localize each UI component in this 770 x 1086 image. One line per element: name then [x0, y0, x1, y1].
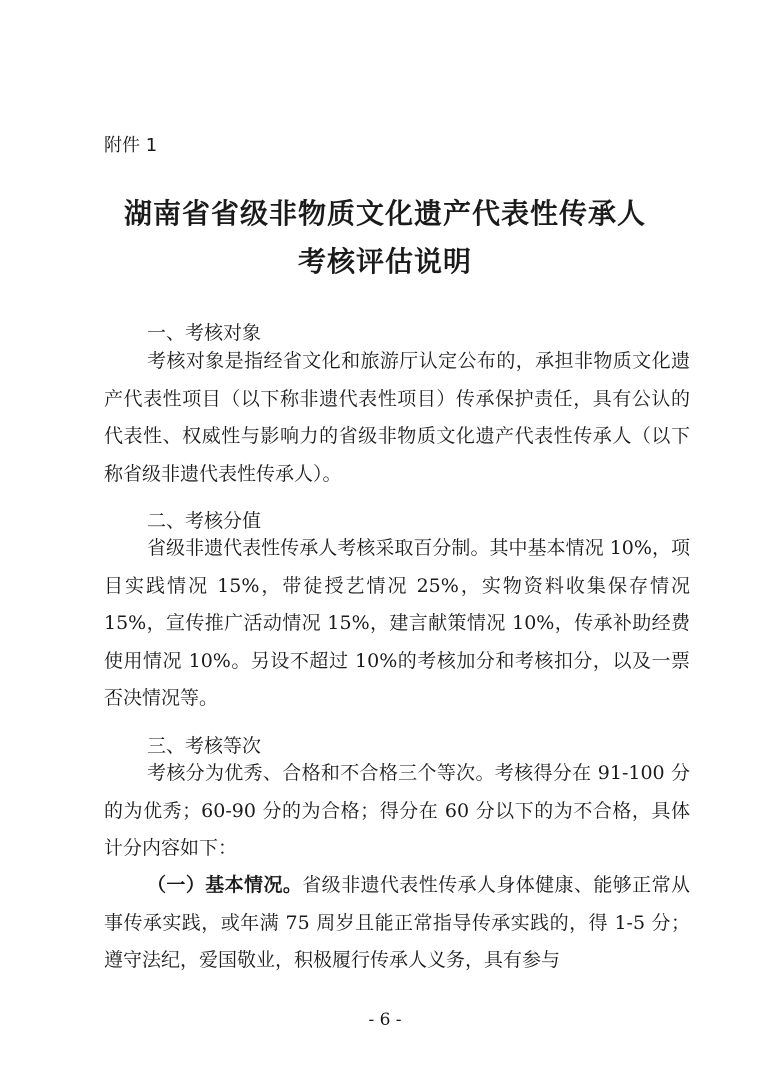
attachment-label: 附件 1 [104, 135, 158, 156]
section1-heading: 一、考核对象 [147, 322, 262, 344]
document-title-line2: 考核评估说明 [297, 245, 472, 278]
section3-paragraph: 考核分为优秀、合格和不合格三个等次。考核得分在 91-100 分的为优秀；60-90 分的为合格；得分在 60 分以下的为不合格，具体计分内容如下： [104, 762, 690, 859]
section2-paragraph: 省级非遗代表性传承人考核采取百分制。其中基本情况 10%，项目实践情况 15%，带徒授艺情况 25%，实物资料收集保存情况 15%，宣传推广活动情况 15%，建言献策情况 10%，传承补助经费使用情况 10%。另设不超过 10%的考核加分和考核扣分，以及一票否决情况等。 [104, 537, 690, 709]
section1-paragraph: 考核对象是指经省文化和旅游厅认定公布的，承担非物质文化遗产代表性项目（以下称非遗代表性项目）传承保护责任，具有公认的代表性、权威性与影响力的省级非物质文化遗产代表性传承人（以下称省级非遗代表性传承人）。 [104, 350, 690, 485]
page-number: - 6 - [368, 1010, 402, 1030]
subsection1-text: 省级非遗代表性传承人身体健康、能够正常从事传承实践，或年满 75 周岁且能正常指导传承实践的，得 1-5 分；遵守法纪，爱国敬业，积极履行传承人义务，具有参与 [104, 874, 690, 971]
section2-heading: 二、考核分值 [147, 510, 262, 532]
section3-heading: 三、考核等次 [147, 735, 262, 757]
subsection1-lead: （一）基本情况。 [147, 874, 303, 896]
subsection1-paragraph [104, 867, 690, 980]
document-title-line1: 湖南省省级非物质文化遗产代表性传承人 [123, 197, 646, 230]
